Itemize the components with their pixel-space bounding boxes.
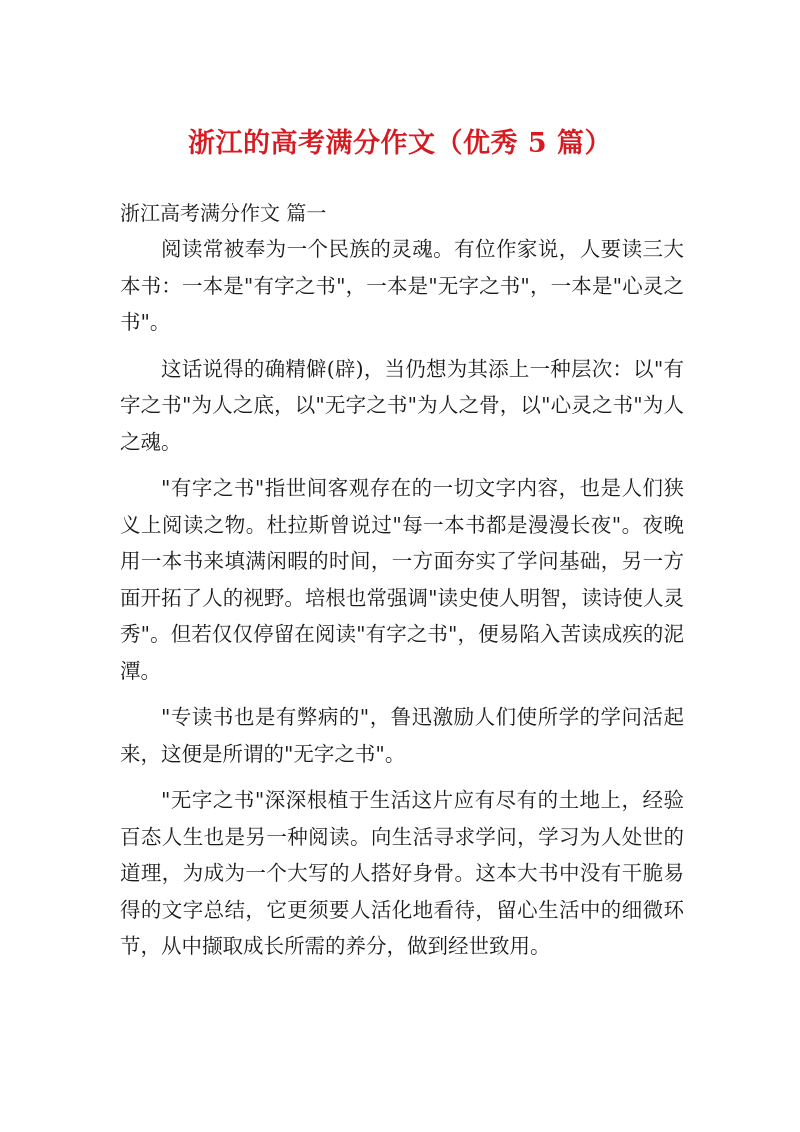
document-title: 浙江的高考满分作文（优秀 5 篇） <box>187 128 613 159</box>
document-body <box>120 195 684 975</box>
section-heading: 浙江高考满分作文 篇一 <box>120 201 327 225</box>
paragraph-5: "无字之书"深深根植于生活这片应有尽有的土地上，经验百态人生也是另一种阅读。向生活寻求学问，学习为人处世的道理，为成为一个大写的人搭好身骨。这本大书中没有干脆易得的文字总结，它更须要人活化地看待，留心生活中的细微环节，从中撷取成长所需的养分，做到经世致用。 <box>120 788 684 958</box>
paragraph-4: "专读书也是有弊病的"，鲁迅激励人们使所学的学问活起来，这便是所谓的"无字之书"。 <box>120 705 684 766</box>
paragraph-1: 阅读常被奉为一个民族的灵魂。有位作家说，人要读三大本书：一本是"有字之书"，一本是"无字之书"，一本是"心灵之书"。 <box>120 237 684 334</box>
paragraph-3: "有字之书"指世间客观存在的一切文字内容，也是人们狭义上阅读之物。杜拉斯曾说过"每一本书都是漫漫长夜"。夜晚用一本书来填满闲暇的时间，一方面夯实了学问基础，另一方面开拓了人的视野。培根也常强调"读史使人明智，读诗使人灵秀"。但若仅仅停留在阅读"有字之书"，便易陷入苦读成疾的泥潭。 <box>120 476 684 683</box>
paragraph-2: 这话说得的确精僻(辟)，当仍想为其添上一种层次：以"有字之书"为人之底，以"无字之书"为人之骨，以"心灵之书"为人之魂。 <box>120 356 684 454</box>
